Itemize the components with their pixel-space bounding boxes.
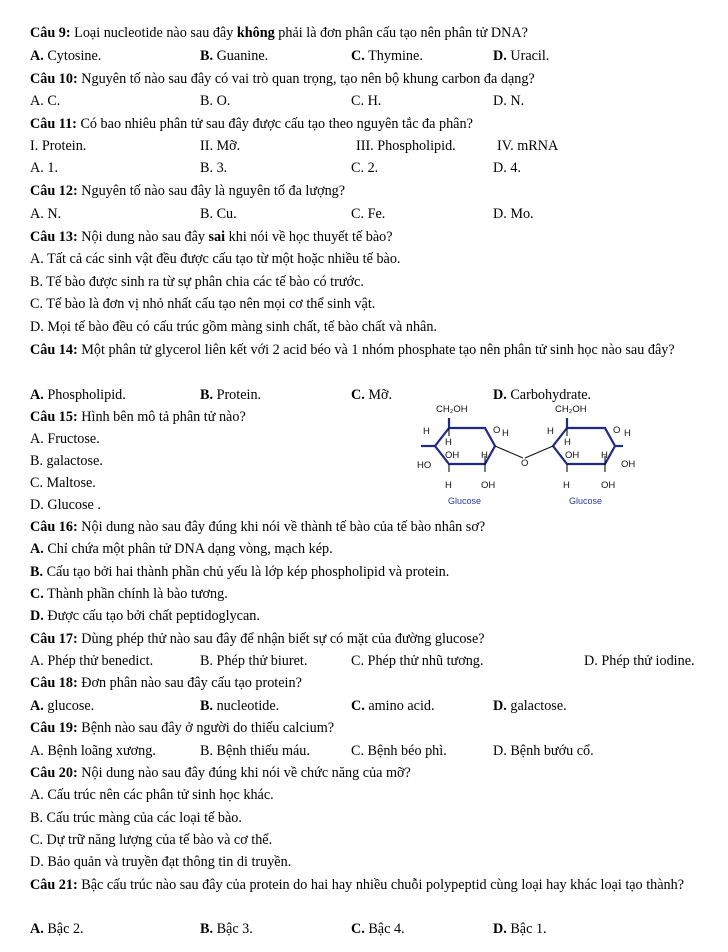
question-18 <box>30 673 302 693</box>
option-c[interactable]: C. Thymine. <box>351 48 423 64</box>
option-b[interactable]: B. 3. <box>200 160 228 176</box>
options-q17 <box>30 651 710 671</box>
question-19 <box>30 718 334 738</box>
question-text: Nội dung nào sau đây đúng khi nói về thành tế bào của tế bào nhân sơ? <box>81 519 486 535</box>
question-13 <box>30 227 393 247</box>
options-q10 <box>30 91 710 111</box>
question-text: phải là đơn phân cấu tạo nên phân tử DNA? <box>274 25 528 41</box>
question-number: Câu 15: <box>30 409 78 425</box>
option-b[interactable]: B. galactose. <box>30 453 103 469</box>
option-a[interactable]: A. Fructose. <box>30 431 100 447</box>
question-number: Câu 14: <box>30 342 78 358</box>
option-c[interactable]: C. Thành phần chính là bào tương. <box>30 586 228 602</box>
option-b[interactable]: B. Protein. <box>200 387 262 403</box>
option-d[interactable]: D. Mọi tế bào đều có cấu trúc gồm màng sinh chất, tế bào chất và nhân. <box>30 319 437 335</box>
question-text: Nguyên tố nào sau đây là nguyên tố đa lượng? <box>81 183 346 199</box>
option-a[interactable]: A. Cytosine. <box>30 48 102 64</box>
oh-label: OH <box>621 459 636 470</box>
o-label: O <box>521 458 529 469</box>
h-label: H <box>564 437 571 448</box>
question-number: Câu 16: <box>30 519 78 535</box>
question-14 <box>30 340 702 360</box>
option-c[interactable]: C. Tế bào là đơn vị nhỏ nhất cấu tạo nên mọi cơ thể sinh vật. <box>30 296 376 312</box>
ch2oh-label: CH₂OH <box>436 404 468 415</box>
option-c[interactable]: C. 2. <box>351 160 379 176</box>
ch2oh-label: CH₂OH <box>555 404 587 415</box>
option-d[interactable]: D. Được cấu tạo bởi chất peptidoglycan. <box>30 608 260 624</box>
h-label: H <box>601 450 608 461</box>
question-20 <box>30 763 411 783</box>
question-9 <box>30 23 528 43</box>
option-d[interactable]: D. Phép thử iodine. <box>584 653 695 669</box>
option-b[interactable]: B. Phép thử biuret. <box>200 653 308 669</box>
option-a[interactable]: A. Bệnh loãng xương. <box>30 743 156 759</box>
option-d[interactable]: D. Mo. <box>493 206 534 222</box>
ho-label: HO <box>417 460 432 471</box>
option-b[interactable]: B. nucleotide. <box>200 698 280 714</box>
option-a[interactable]: A. Cấu trúc nên các phân tử sinh học khác. <box>30 787 274 803</box>
question-number: Câu 19: <box>30 720 78 736</box>
option-d[interactable]: D. galactose. <box>493 698 567 714</box>
question-text: Nội dung nào sau đây <box>81 229 209 245</box>
options-q11 <box>30 158 710 178</box>
question-text: Bệnh nào sau đây ở người do thiếu calcium? <box>81 720 335 736</box>
question-number: Câu 17: <box>30 631 78 647</box>
question-text: khi nói về học thuyết tế bào? <box>225 229 393 245</box>
question-text: Đơn phân nào sau đây cấu tạo protein? <box>81 675 302 691</box>
option-a[interactable]: A. Bậc 2. <box>30 921 84 937</box>
option-c[interactable]: C. Dự trữ năng lượng của tế bào và cơ thể. <box>30 832 273 848</box>
option-a[interactable]: A. Chỉ chứa một phân tử DNA dạng vòng, mạch kép. <box>30 541 333 557</box>
question-text: Nguyên tố nào sau đây có vai trò quan trọng, tạo nên bộ khung carbon đa dạng? <box>81 71 535 87</box>
options-q12 <box>30 204 710 224</box>
option-d[interactable]: D. Uracil. <box>493 48 550 64</box>
glucose-caption: Glucose <box>448 496 482 506</box>
option-d[interactable]: D. Carbohydrate. <box>493 387 592 403</box>
question-number: Câu 12: <box>30 183 78 199</box>
option-b[interactable]: B. Cấu tạo bởi hai thành phần chủ yếu là lớp kép phospholipid và protein. <box>30 564 450 580</box>
question-text: Có bao nhiêu phân tử sau đây được cấu tạo theo nguyên tắc đa phân? <box>80 116 473 132</box>
option-b[interactable]: B. Guanine. <box>200 48 269 64</box>
option-b[interactable]: B. O. <box>200 93 231 109</box>
option-c[interactable]: C. Fe. <box>351 206 386 222</box>
option-c[interactable]: C. amino acid. <box>351 698 435 714</box>
question-text: Nội dung nào sau đây đúng khi nói về chức năng của mỡ? <box>81 765 411 781</box>
item-4: IV. mRNA <box>497 138 559 154</box>
option-a[interactable]: A. N. <box>30 206 62 222</box>
question-text: Loại nucleotide nào sau đây <box>74 25 237 41</box>
option-c[interactable]: C. Bệnh béo phì. <box>351 743 447 759</box>
question-12 <box>30 181 345 201</box>
item-2: II. Mỡ. <box>200 138 241 154</box>
option-b[interactable]: B. Tế bào được sinh ra từ sự phân chia các tế bào có trước. <box>30 274 364 290</box>
question-21 <box>30 875 702 895</box>
oh-label: OH <box>565 450 580 461</box>
option-a[interactable]: A. Tất cả các sinh vật đều được cấu tạo từ một hoặc nhiều tế bào. <box>30 251 401 267</box>
question-number: Câu 11: <box>30 116 77 132</box>
options-q19 <box>30 741 710 761</box>
question-15 <box>30 407 246 427</box>
options-q9 <box>30 46 710 66</box>
option-b[interactable]: B. Bệnh thiếu máu. <box>200 743 310 759</box>
question-number: Câu 13: <box>30 229 78 245</box>
option-c[interactable]: C. Maltose. <box>30 475 96 491</box>
o-label: O <box>493 425 501 436</box>
option-d[interactable]: D. 4. <box>493 160 521 176</box>
oh-label: OH <box>481 480 496 491</box>
h-label: H <box>624 428 631 439</box>
option-a[interactable]: A. 1. <box>30 160 58 176</box>
oh-label: OH <box>601 480 616 491</box>
h-label: H <box>502 428 509 439</box>
option-a[interactable]: A. C. <box>30 93 61 109</box>
option-b[interactable]: B. Cu. <box>200 206 237 222</box>
option-d[interactable]: D. Bệnh bướu cổ. <box>493 743 594 759</box>
h-label: H <box>445 437 452 448</box>
option-c[interactable]: C. H. <box>351 93 382 109</box>
option-a[interactable]: A. glucose. <box>30 698 95 714</box>
option-d[interactable]: D. Bảo quản và truyền đạt thông tin di truyền. <box>30 854 292 870</box>
question-10 <box>30 69 535 89</box>
option-b[interactable]: B. Bậc 3. <box>200 921 253 937</box>
glucose-caption: Glucose <box>569 496 603 506</box>
o-label: O <box>613 425 621 436</box>
h-label: H <box>547 426 554 437</box>
option-d[interactable]: D. Glucose . <box>30 497 101 513</box>
option-c[interactable]: C. Mỡ. <box>351 387 393 403</box>
h-label: H <box>481 450 488 461</box>
question-number: Câu 9: <box>30 25 71 41</box>
question-number: Câu 10: <box>30 71 78 87</box>
question-text: Một phân tử glycerol liên kết với 2 acid béo và 1 nhóm phosphate tạo nên phân tử sinh học nào sau đây? <box>81 342 675 358</box>
option-c[interactable]: C. Phép thử nhũ tương. <box>351 653 484 669</box>
items-q11 <box>30 136 710 156</box>
question-text: Hình bên mô tả phân tử nào? <box>81 409 246 425</box>
emphasis: sai <box>208 229 226 245</box>
option-d[interactable]: D. Bậc 1. <box>493 921 547 937</box>
option-a[interactable]: A. Phospholipid. <box>30 387 126 403</box>
option-d[interactable]: D. N. <box>493 93 525 109</box>
h-label: H <box>563 480 570 491</box>
question-number: Câu 18: <box>30 675 78 691</box>
options-q21 <box>30 919 710 939</box>
question-number: Câu 21: <box>30 877 78 893</box>
options-q18 <box>30 696 710 716</box>
question-number: Câu 20: <box>30 765 78 781</box>
option-a[interactable]: A. Phép thử benedict. <box>30 653 154 669</box>
oh-label: OH <box>445 450 460 461</box>
question-text: Bậc cấu trúc nào sau đây của protein do hai hay nhiều chuỗi polypeptid cùng loại hay khác loại tạo thành? <box>81 877 685 893</box>
emphasis: không <box>236 25 275 41</box>
h-label: H <box>423 426 430 437</box>
maltose-figure <box>405 400 660 512</box>
question-text: Dùng phép thử nào sau đây để nhận biết sự có mặt của đường glucose? <box>81 631 485 647</box>
option-c[interactable]: C. Bậc 4. <box>351 921 405 937</box>
h-label: H <box>445 480 452 491</box>
option-b[interactable]: B. Cấu trúc màng của các loại tế bào. <box>30 810 242 826</box>
question-11 <box>30 114 473 134</box>
question-16 <box>30 517 485 537</box>
question-17 <box>30 629 485 649</box>
item-1: I. Protein. <box>30 138 87 154</box>
item-3: III. Phospholipid. <box>356 138 456 154</box>
